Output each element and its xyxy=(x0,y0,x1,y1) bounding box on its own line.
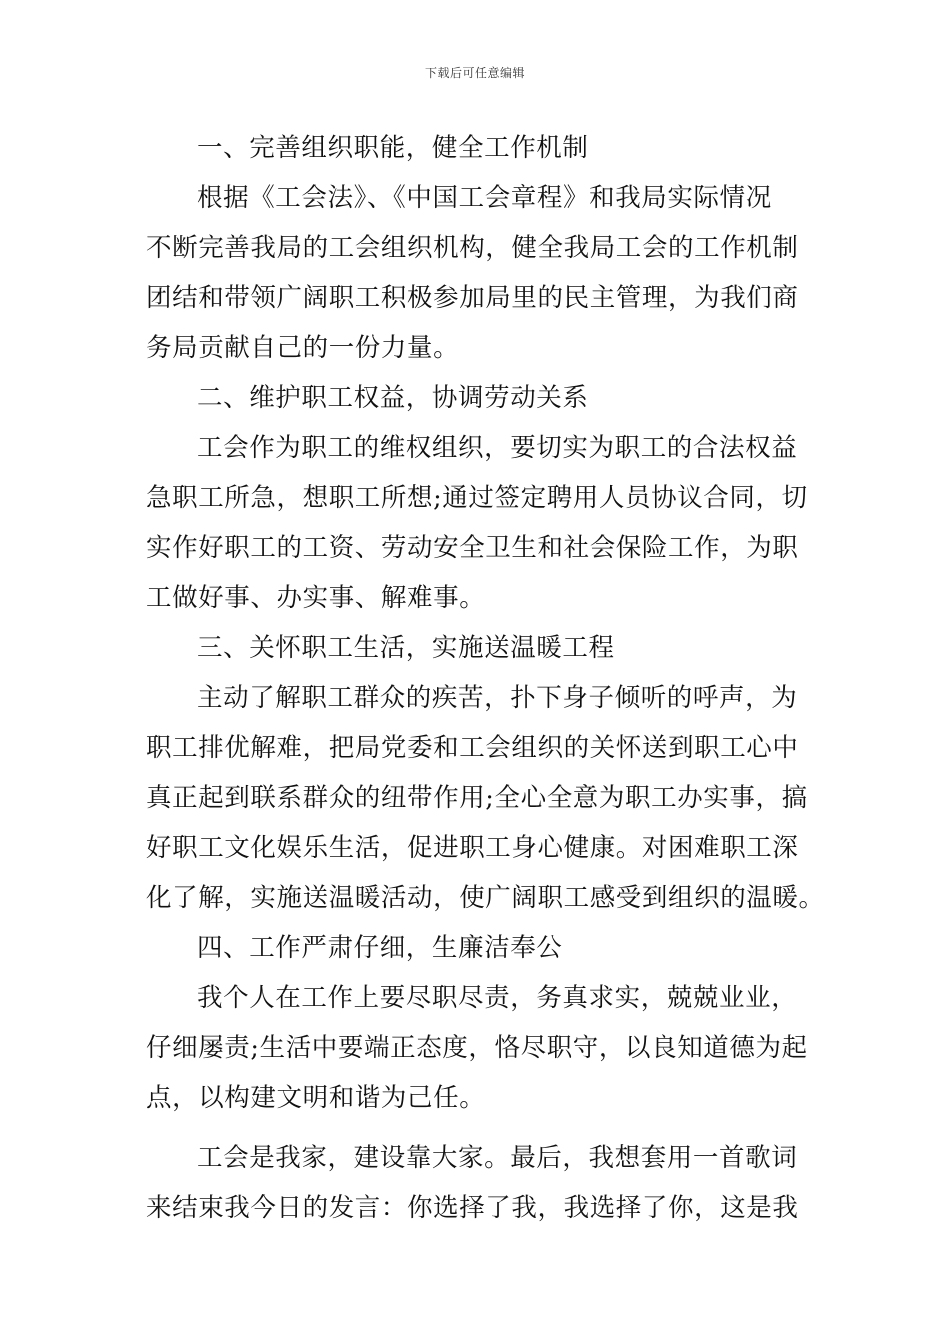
paragraph-line: 来结束我今日的发言：你选择了我，我选择了你，这是我 xyxy=(146,1193,799,1223)
heading-line: 四、工作严肃仔细，生廉洁奉公 xyxy=(197,933,563,963)
paragraph-5 xyxy=(146,1133,806,1233)
heading-line: 一、完善组织职能，健全工作机制 xyxy=(197,133,589,163)
paragraph-line: 团结和带领广阔职工积极参加局里的民主管理，为我们商 xyxy=(146,283,799,313)
paragraph-line: 主动了解职工群众的疾苦，扑下身子倾听的呼声，为 xyxy=(197,683,798,713)
paragraph-line: 职工排优解难，把局党委和工会组织的关怀送到职工心中 xyxy=(146,733,799,763)
paragraph-4 xyxy=(146,973,806,1123)
paragraph-line: 工会是我家，建设靠大家。最后，我想套用一首歌词 xyxy=(197,1143,798,1173)
section-heading-3 xyxy=(146,623,806,673)
paragraph-line: 工会作为职工的维权组织，要切实为职工的合法权益 xyxy=(197,433,798,463)
paragraph-3 xyxy=(146,673,825,923)
paragraph-line: 真正起到联系群众的纽带作用;全心全意为职工办实事，搞 xyxy=(146,783,808,813)
page-header: 下载后可任意编辑 xyxy=(424,66,525,80)
paragraph-line: 仔细屡责;生活中要端正态度，恪尽职守，以良知道德为起 xyxy=(146,1033,808,1063)
paragraph-line: 化了解，实施送温暖活动，使广阔职工感受到组织的温暖。 xyxy=(146,883,825,913)
section-heading-1 xyxy=(146,123,806,173)
heading-line: 三、关怀职工生活，实施送温暖工程 xyxy=(197,633,615,663)
section-heading-2 xyxy=(146,373,806,423)
heading-line: 二、维护职工权益，协调劳动关系 xyxy=(197,383,589,413)
paragraph-line: 工做好事、办实事、解难事。 xyxy=(146,583,486,613)
paragraph-line: 好职工文化娱乐生活，促进职工身心健康。对困难职工深 xyxy=(146,833,799,863)
paragraph-spacer xyxy=(146,1123,806,1133)
paragraph-line: 急职工所急，想职工所想;通过签定聘用人员协议合同，切 xyxy=(146,483,808,513)
paragraph-line: 我个人在工作上要尽职尽责，务真求实，兢兢业业， xyxy=(197,983,798,1013)
paragraph-line: 实作好职工的工资、劳动安全卫生和社会保险工作，为职 xyxy=(146,533,799,563)
section-heading-4 xyxy=(146,923,806,973)
paragraph-line: 不断完善我局的工会组织机构，健全我局工会的工作机制 xyxy=(146,233,799,263)
paragraph-line: 点，以构建文明和谐为己任。 xyxy=(146,1083,486,1113)
paragraph-line: 根据《工会法》、《中国工会章程》和我局实际情况 xyxy=(197,183,772,213)
document-body xyxy=(146,123,825,1233)
paragraph-1 xyxy=(146,173,806,373)
paragraph-line: 务局贡献自己的一份力量。 xyxy=(146,333,460,363)
paragraph-2 xyxy=(146,423,806,623)
